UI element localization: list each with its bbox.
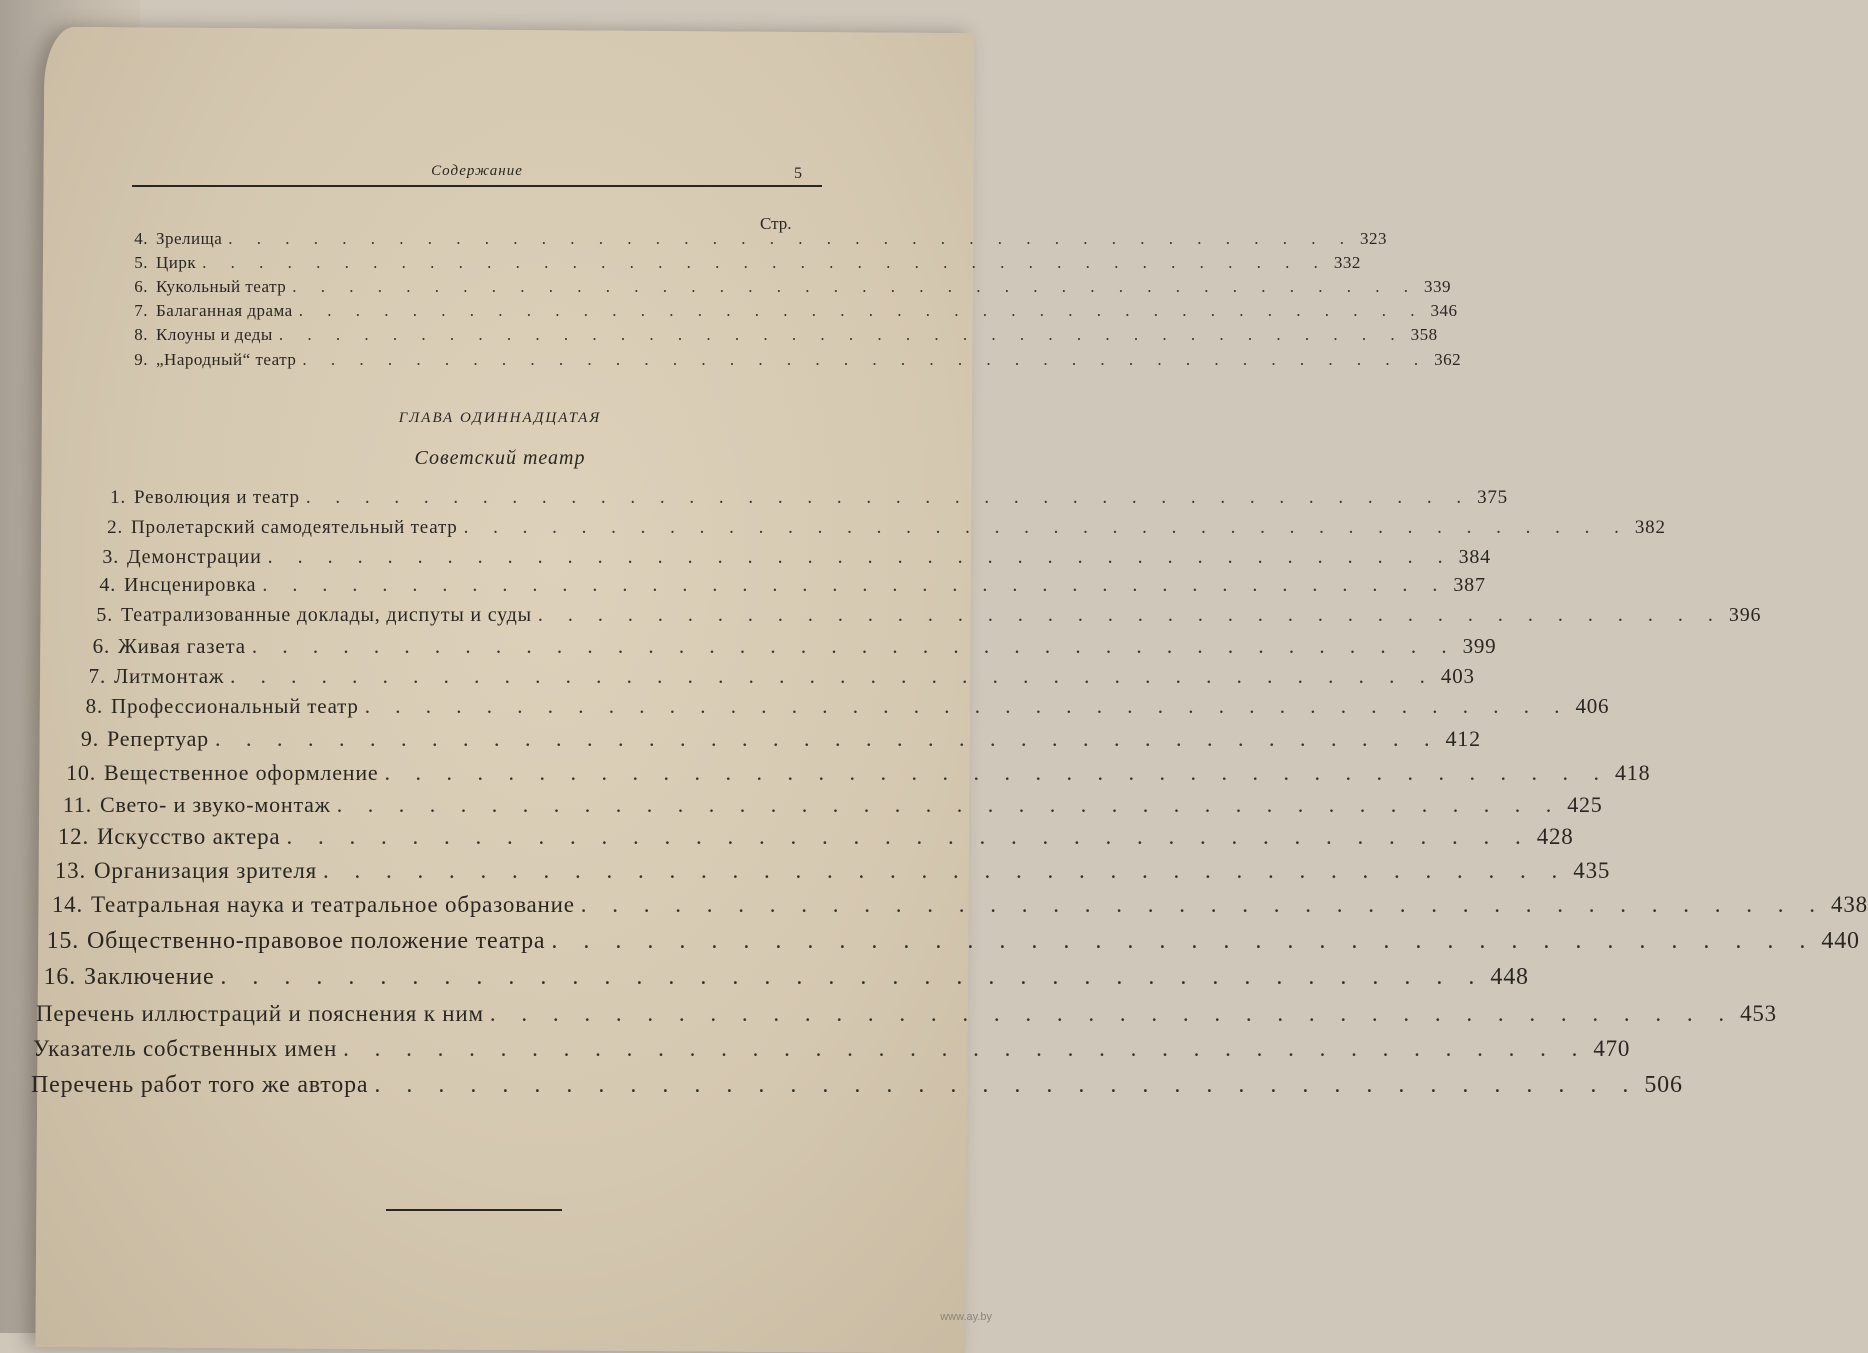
dot-leader: . . . . . . . . . . . . . . . . . . . . . . . . . . . . . . . . . . . . . . . . (292, 277, 1419, 296)
page-column-label: Стр. (760, 214, 792, 233)
toc-entry-number: 2. (107, 517, 123, 538)
toc-entry-page: 470 (1593, 1036, 1631, 1061)
toc-entry-title: Перечень работ того же автора (31, 1072, 369, 1098)
dot-leader: . . . . . . . . . . . . . . . . . . . . . . . . . . . . . . . . . . . . . . . . (323, 858, 1568, 883)
toc-entry-label (61, 792, 331, 818)
toc-entry-page: 399 (1462, 634, 1497, 658)
toc-entry-number: 9. (80, 726, 99, 751)
toc-entry-page: 403 (1440, 664, 1475, 688)
toc-entry-title: Театральная наука и театральное образование (91, 892, 575, 917)
dot-leader: . . . . . . . . . . . . . . . . . . . . . . . . . . . . . . . . . . . . . . . . (267, 546, 1453, 568)
toc-entry-label (66, 760, 378, 786)
toc-entry-title: Организация зрителя (94, 858, 318, 883)
toc-entry-number: 4. (134, 229, 148, 248)
toc-entry-label (132, 325, 273, 345)
toc-entry-page: 339 (1424, 277, 1452, 296)
dot-leader: . . . . . . . . . . . . . . . . . . . . . . . . . . . . . . . . . . . . . . . . (551, 928, 1816, 954)
toc-entry-number: 5. (134, 253, 148, 272)
toc-entry-label (132, 253, 196, 273)
toc-entry-label (91, 574, 256, 597)
dot-leader: . . . . . . . . . . . . . . . . . . . . . . . . . . . . . . . . . . . . . . . . (262, 574, 1448, 596)
toc-entry (53, 858, 1611, 884)
toc-entry (66, 760, 1651, 786)
toc-entry-title: Цирк (156, 253, 197, 272)
toc-entry-page: 384 (1458, 546, 1491, 568)
toc-entry-title: Революция и театр (134, 487, 300, 508)
toc-entry (70, 726, 1481, 752)
toc-entry-page: 506 (1644, 1072, 1683, 1098)
toc-entry-title: Литмонтаж (114, 664, 225, 688)
toc-entry (100, 517, 1666, 539)
toc-entry-page: 387 (1453, 574, 1486, 596)
toc-entry-label (49, 892, 575, 918)
dot-leader: . . . . . . . . . . . . . . . . . . . . . . . . . . . . . . . . . . . . . . . . (230, 664, 1435, 688)
toc-entry-title: Свето- и звуко-монтаж (100, 792, 331, 817)
dot-leader: . . . . . . . . . . . . . . . . . . . . . . . . . . . . . . . . . . . . . . . . (580, 892, 1826, 917)
dot-leader: . . . . . . . . . . . . . . . . . . . . . . . . . . . . . . . . . . . . . . . . (336, 792, 1562, 817)
header-title: Содержание (431, 163, 523, 179)
toc-entry-number: 1. (110, 487, 126, 508)
toc-entry-title: Инсценировка (124, 574, 257, 596)
toc-entry-label (74, 694, 359, 719)
dot-leader: . . . . . . . . . . . . . . . . . . . . . . . . . . . . . . . . . . . . . . . . (278, 325, 1405, 344)
toc-entry-page: 448 (1490, 964, 1529, 990)
dot-leader: . . . . . . . . . . . . . . . . . . . . . . . . . . . . . . . . . . . . . . . . (286, 824, 1531, 849)
chapter-title: Советский театр (414, 447, 586, 469)
dot-leader: . . . . . . . . . . . . . . . . . . . . . . . . . . . . . . . . . . . . . . . . (214, 726, 1440, 751)
toc-entry-title: Общественно-правовое положение театра (87, 928, 546, 954)
toc-entry-title: Перечень иллюстраций и пояснения к ним (36, 1001, 484, 1026)
toc-entry (44, 928, 1860, 955)
dot-leader: . . . . . . . . . . . . . . . . . . . . . . . . . . . . . . . . . . . . . . . . (228, 229, 1355, 248)
dot-leader: . . . . . . . . . . . . . . . . . . . . . . . . . . . . . . . . . . . . . . . . (302, 350, 1429, 369)
dot-leader: . . . . . . . . . . . . . . . . . . . . . . . . . . . . . . . . . . . . . . . . (364, 694, 1570, 718)
toc-entry-label (100, 517, 458, 539)
running-header (132, 163, 822, 187)
toc-entry-page: 440 (1821, 928, 1860, 954)
toc-entry-page: 332 (1333, 253, 1361, 272)
toc-entry (104, 487, 1508, 509)
toc-entry-number: 6. (134, 277, 148, 296)
toc-entry-page: 453 (1740, 1001, 1777, 1026)
toc-entry-number: 9. (134, 350, 148, 369)
toc-entry-number: 5. (96, 604, 113, 626)
dot-leader: . . . . . . . . . . . . . . . . . . . . . . . . . . . . . . . . . . . . . . . . (384, 760, 1609, 785)
toc-entry (33, 1036, 1631, 1062)
toc-entry-title: Зрелища (156, 229, 223, 248)
toc-entry-number: 15. (46, 928, 79, 954)
toc-entry (91, 574, 1486, 597)
toc-entry-label (132, 277, 286, 297)
toc-entry-page: 346 (1430, 301, 1458, 320)
toc-entry-label (132, 301, 293, 321)
header-page-number: 5 (794, 165, 802, 182)
toc-entry (31, 1072, 1683, 1099)
toc-entry-number: 14. (51, 892, 83, 917)
toc-entry (78, 664, 1475, 689)
toc-entry-label (70, 726, 209, 752)
toc-entry (132, 229, 1388, 249)
toc-entry-number: 7. (134, 301, 148, 320)
toc-entry-title: Вещественное оформление (104, 760, 379, 785)
toc-entry-label (33, 1036, 337, 1062)
toc-entry-label (104, 487, 300, 509)
toc-entry-title: Клоуны и деды (156, 325, 273, 344)
dot-leader: . . . . . . . . . . . . . . . . . . . . . . . . . . . . . . . . . . . . . . . . (202, 253, 1328, 272)
dot-leader: . . . . . . . . . . . . . . . . . . . . . . . . . . . . . . . . . . . . . . . . (220, 964, 1485, 990)
toc-entry (57, 824, 1574, 850)
toc-entry (40, 964, 1529, 991)
dot-leader: . . . . . . . . . . . . . . . . . . . . . . . . . . . . . . . . . . . . . . . . (463, 517, 1629, 538)
toc-entry-page: 382 (1634, 517, 1666, 538)
toc-entry-title: Живая газета (118, 634, 246, 658)
toc-entry-title: Указатель собственных имен (33, 1036, 338, 1061)
toc-entry-title: Кукольный театр (156, 277, 287, 296)
toc-entry (36, 1001, 1777, 1027)
toc-entry-label (95, 546, 262, 569)
toc-entry (87, 604, 1762, 627)
toc-entry-number: 8. (134, 325, 148, 344)
toc-entry (49, 892, 1868, 918)
toc-entry (132, 253, 1361, 273)
toc-entry-number: 13. (54, 858, 86, 883)
toc-entry-title: Профессиональный театр (111, 694, 359, 718)
toc-entry-number: 8. (85, 694, 103, 718)
toc-entry-title: Заключение (84, 964, 215, 990)
toc-entry (95, 546, 1491, 569)
dot-leader: . . . . . . . . . . . . . . . . . . . . . . . . . . . . . . . . . . . . . . . . (251, 634, 1457, 658)
toc-entry-label (44, 928, 545, 955)
dot-leader: . . . . . . . . . . . . . . . . . . . . . . . . . . . . . . . . . . . . . . . . (537, 604, 1723, 626)
watermark: www.ay.by (940, 1311, 992, 1323)
toc-entry-page: 412 (1445, 726, 1481, 751)
toc-entry-number: 10. (66, 760, 96, 785)
toc-entry-title: Искусство актера (97, 824, 281, 849)
toc-entry-label (78, 664, 224, 689)
toc-entry-number: 3. (102, 546, 119, 568)
end-rule (386, 1209, 562, 1211)
toc-entry-label (36, 1001, 484, 1027)
toc-entry-label (53, 858, 317, 884)
toc-entry (83, 634, 1497, 659)
toc-entry-label (31, 1072, 368, 1099)
toc-entry-label (40, 964, 214, 991)
toc-entry (132, 325, 1438, 345)
toc-entry-title: Репертуар (107, 726, 209, 751)
toc-entry-page: 428 (1536, 824, 1574, 849)
toc-entry (132, 277, 1452, 297)
dot-leader: . . . . . . . . . . . . . . . . . . . . . . . . . . . . . . . . . . . . . . . . (489, 1001, 1735, 1026)
toc-entry-page: 406 (1575, 694, 1610, 718)
toc-entry-title: Пролетарский самодеятельный театр (131, 517, 458, 538)
toc-entry-page: 425 (1567, 792, 1603, 817)
toc-entry-label (87, 604, 532, 627)
toc-entry-number: 11. (62, 792, 92, 817)
toc-entry-page: 323 (1360, 229, 1388, 248)
toc-entry-number: 4. (99, 574, 116, 596)
toc-entry-title: Демонстрации (127, 546, 262, 568)
toc-entry (132, 301, 1458, 321)
toc-entry-number: 6. (92, 634, 110, 658)
toc-entry-label (57, 824, 280, 850)
toc-entry (74, 694, 1610, 719)
toc-entry-page: 375 (1477, 487, 1508, 508)
dot-leader: . . . . . . . . . . . . . . . . . . . . . . . . . . . . . . . . . . . . . . . . (374, 1072, 1639, 1098)
toc-entry (61, 792, 1603, 818)
dot-leader: . . . . . . . . . . . . . . . . . . . . . . . . . . . . . . . . . . . . . . . . (298, 301, 1425, 320)
toc-entry-page: 435 (1573, 858, 1611, 883)
toc-entry-number: 16. (43, 964, 76, 990)
toc-entry-label (83, 634, 246, 659)
toc-entry-page: 358 (1410, 325, 1438, 344)
toc-entry-number: 12. (57, 824, 89, 849)
dot-leader: . . . . . . . . . . . . . . . . . . . . . . . . . . . . . . . . . . . . . . . . (305, 487, 1472, 508)
toc-entry-label (132, 350, 296, 370)
toc-entry-title: Балаганная драма (156, 301, 293, 320)
toc-entry-title: „Народный“ театр (156, 350, 297, 369)
toc-entry-label (132, 229, 222, 249)
toc-entry-page: 396 (1728, 604, 1762, 626)
toc-entry-number: 7. (88, 664, 106, 688)
toc-entry-title: Театрализованные доклады, диспуты и суды (121, 604, 532, 626)
toc-entry-page: 418 (1614, 760, 1651, 785)
book-page (35, 27, 974, 1353)
chapter-label: ГЛАВА ОДИННАДЦАТАЯ (398, 410, 602, 426)
toc-entry (132, 350, 1462, 370)
dot-leader: . . . . . . . . . . . . . . . . . . . . . . . . . . . . . . . . . . . . . . . . (343, 1036, 1588, 1061)
toc-entry-page: 362 (1434, 350, 1462, 369)
toc-entry-page: 438 (1831, 892, 1868, 917)
